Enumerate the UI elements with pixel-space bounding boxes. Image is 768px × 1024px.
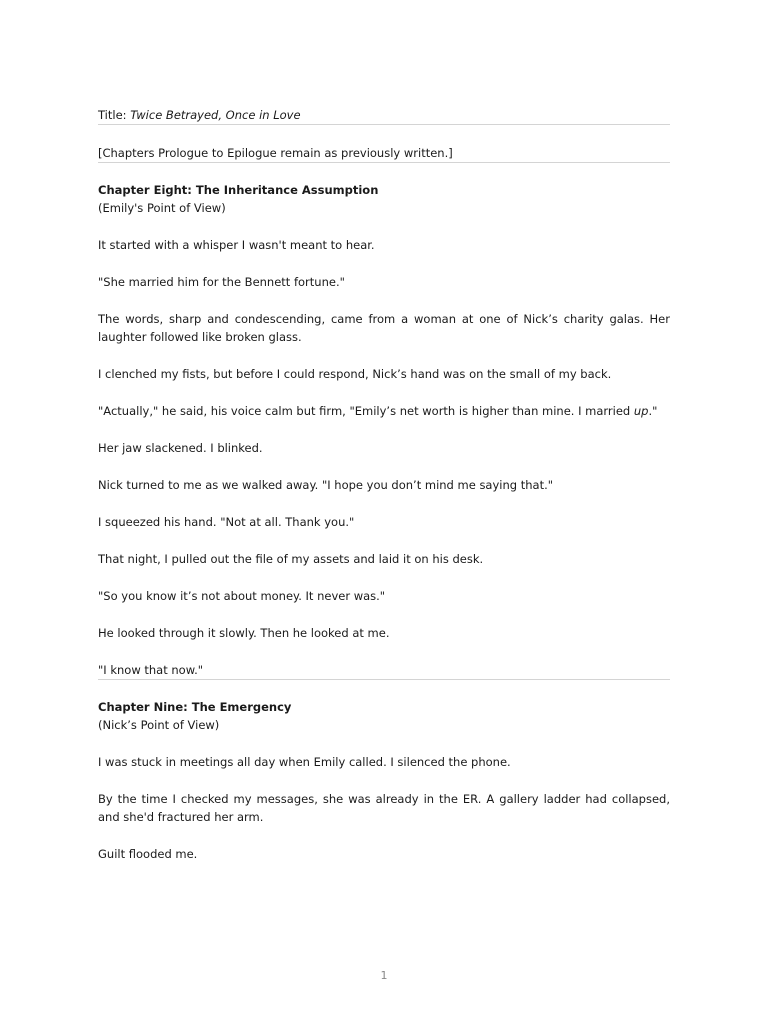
- divider: [98, 679, 670, 680]
- title-label: Title:: [98, 108, 131, 122]
- chapters-note: [Chapters Prologue to Epilogue remain as previously written.]: [98, 146, 453, 160]
- page-number: 1: [380, 969, 388, 982]
- chapter-nine: [98, 698, 670, 863]
- paragraph-text: "Actually," he said, his voice calm but firm, "Emily’s net worth is higher than mine. I married: [98, 404, 634, 418]
- chapter-eight: [98, 181, 670, 679]
- paragraph: He looked through it slowly. Then he looked at me.: [98, 626, 390, 640]
- divider: [98, 162, 670, 163]
- paragraph: I was stuck in meetings all day when Emily called. I silenced the phone.: [98, 755, 511, 769]
- chapter-heading: Chapter Eight: The Inheritance Assumption: [98, 183, 379, 197]
- paragraph-text: .": [648, 404, 658, 418]
- paragraph: The words, sharp and condescending, came from a woman at one of Nick’s charity galas. Her laughter followed like broken glass.: [98, 312, 670, 344]
- point-of-view: (Emily's Point of View): [98, 201, 226, 215]
- paragraph: Nick turned to me as we walked away. "I hope you don’t mind me saying that.": [98, 478, 554, 492]
- paragraph: "She married him for the Bennett fortune.": [98, 275, 345, 289]
- paragraph: "I know that now.": [98, 663, 204, 677]
- document-title: [98, 106, 670, 124]
- emphasis-text: up: [633, 404, 649, 418]
- chapter-heading: Chapter Nine: The Emergency: [98, 700, 292, 714]
- paragraph: It started with a whisper I wasn't meant to hear.: [98, 238, 375, 252]
- paragraph: That night, I pulled out the file of my assets and laid it on his desk.: [98, 552, 484, 566]
- title-text: Twice Betrayed, Once in Love: [130, 108, 301, 122]
- paragraph: "So you know it’s not about money. It never was.": [98, 589, 386, 603]
- paragraph: I clenched my fists, but before I could respond, Nick’s hand was on the small of my back.: [98, 367, 612, 381]
- paragraph: Guilt flooded me.: [98, 847, 198, 861]
- paragraph: Her jaw slackened. I blinked.: [98, 441, 263, 455]
- point-of-view: (Nick’s Point of View): [98, 718, 220, 732]
- paragraph: I squeezed his hand. "Not at all. Thank you.": [98, 515, 355, 529]
- paragraph: By the time I checked my messages, she was already in the ER. A gallery ladder had collapsed, and she'd fractured her arm.: [98, 792, 670, 824]
- divider: [98, 124, 670, 125]
- paragraph: [98, 402, 670, 420]
- document-page: [98, 106, 670, 863]
